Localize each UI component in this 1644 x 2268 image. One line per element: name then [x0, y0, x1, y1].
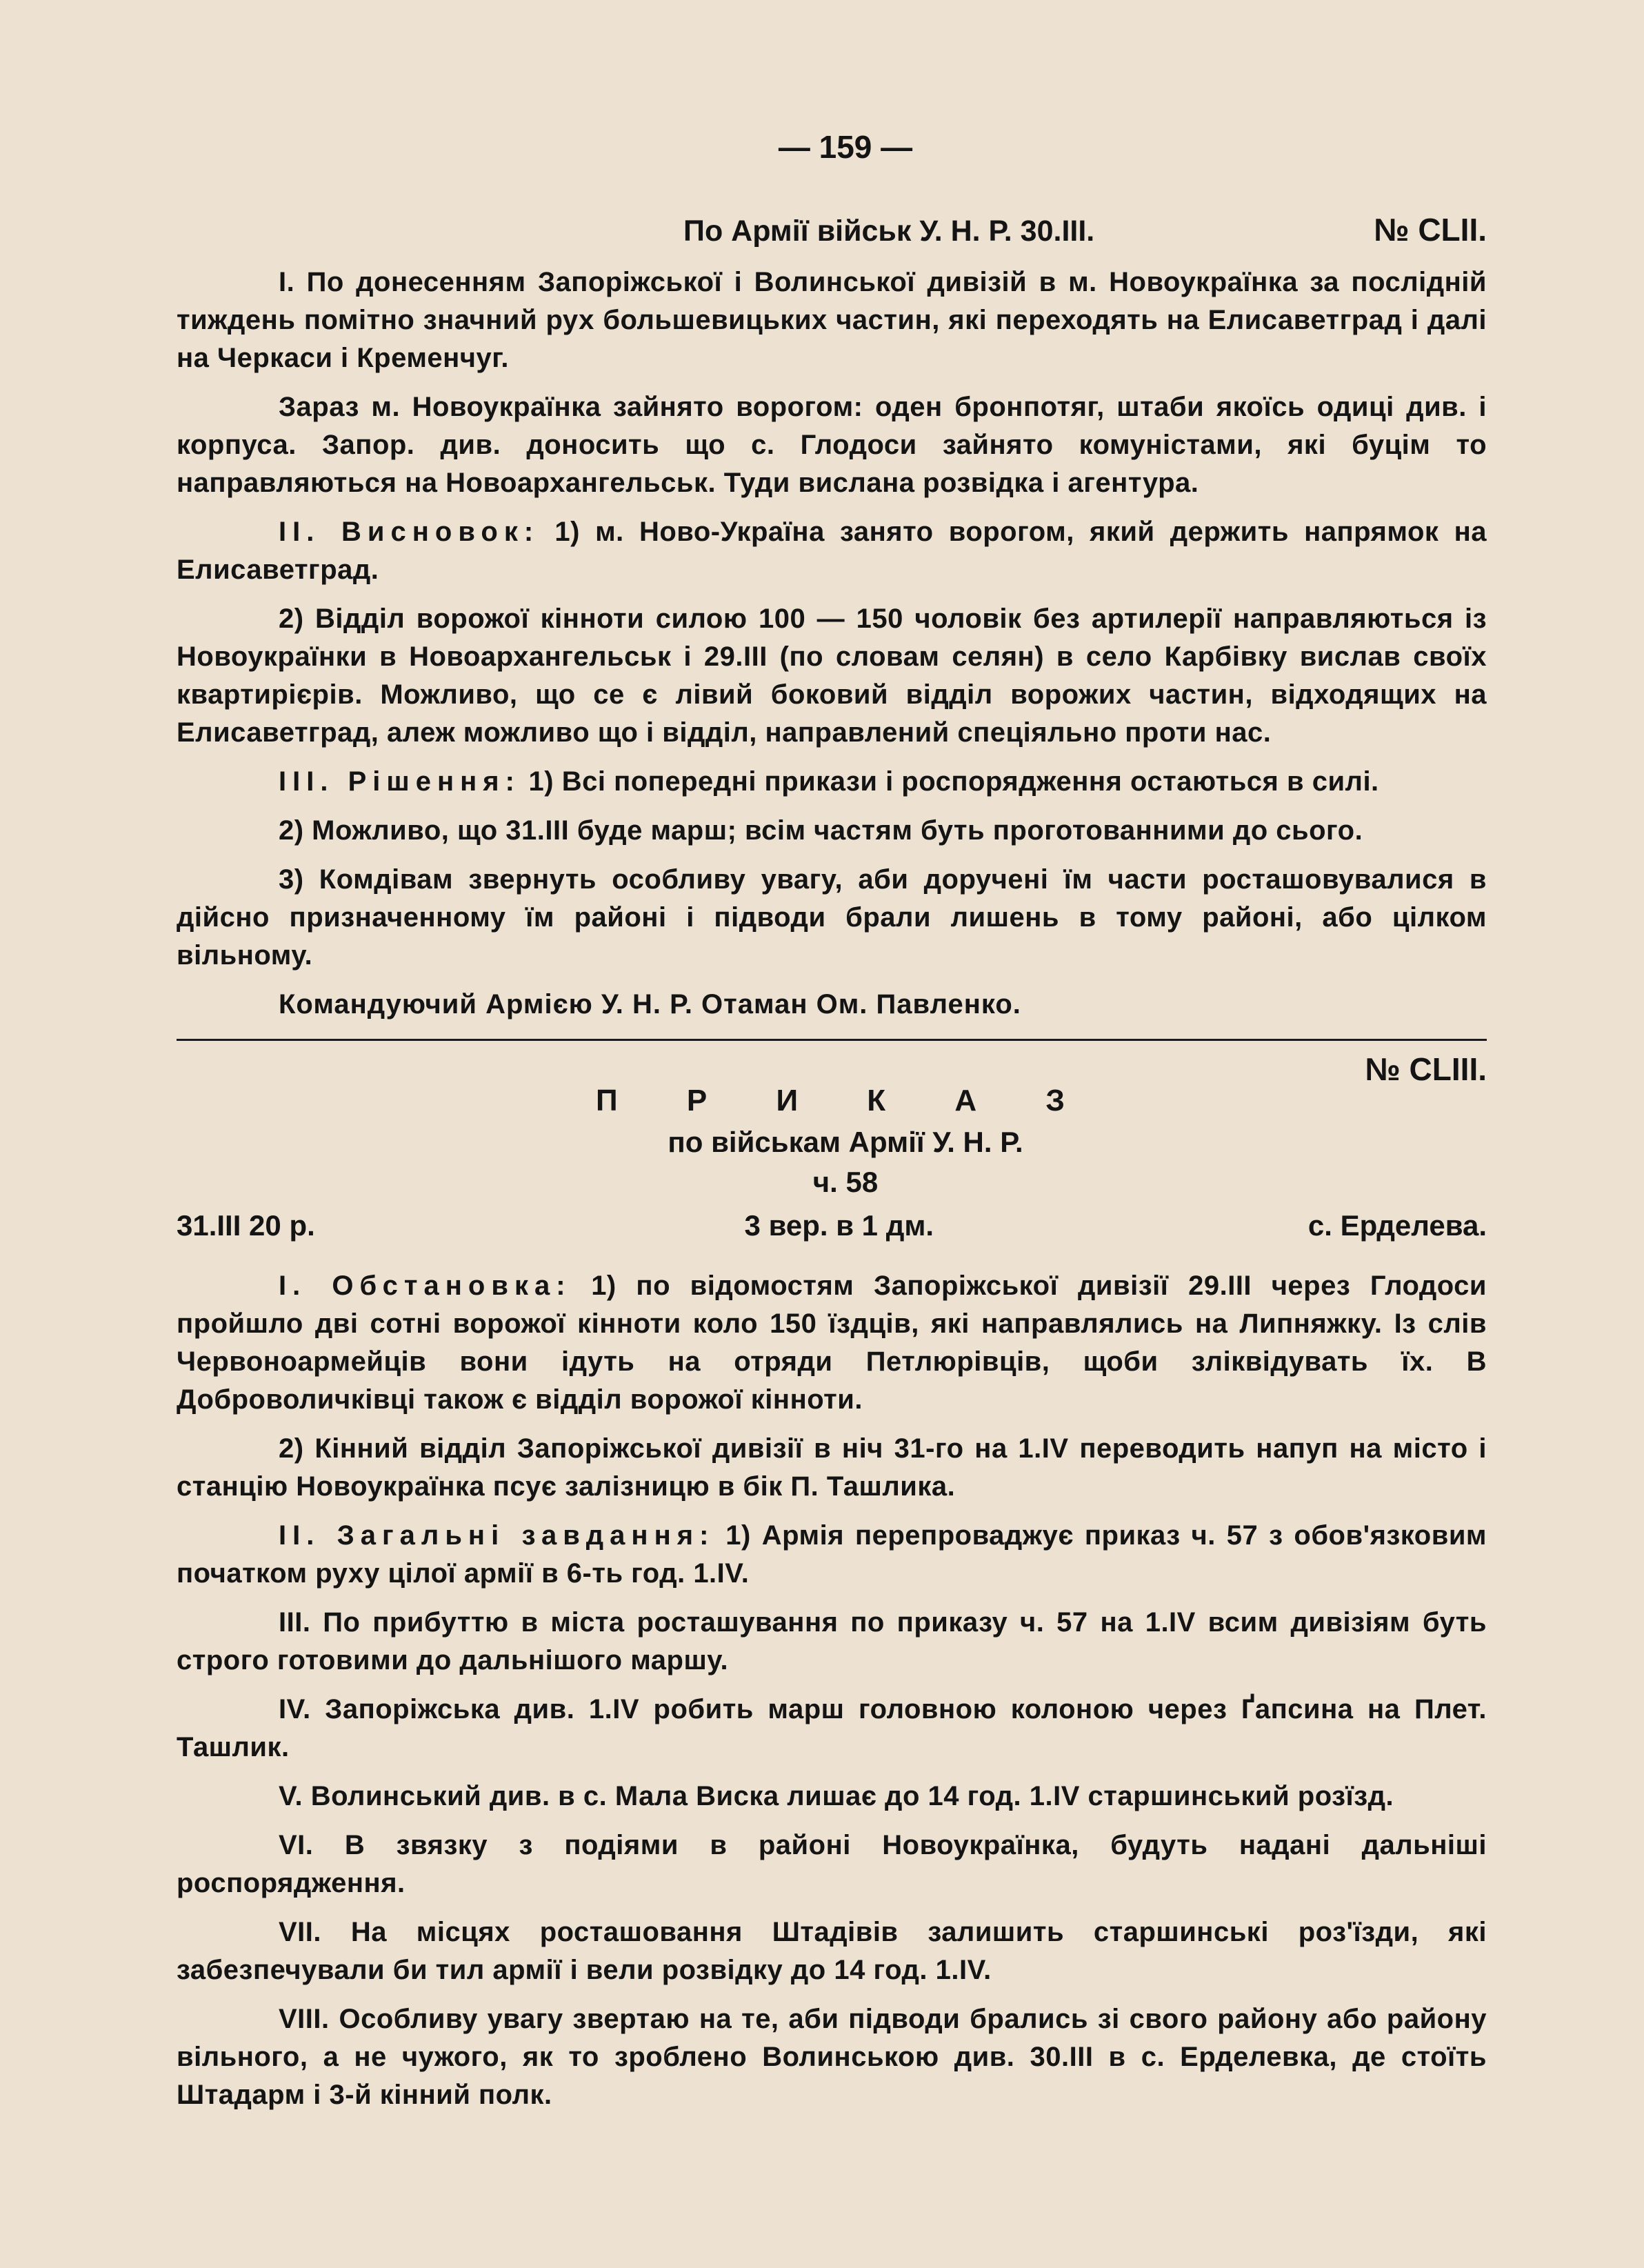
order-number: № CLII.	[1374, 212, 1487, 248]
divider-rule	[177, 1039, 1487, 1041]
order-header-clii	[177, 211, 1487, 248]
paragraph: 2) Кінний відділ Запоріжської дивізії в ніч 31-го на 1.IV переводить напуп на місто і станцію Новоукраїнка псує залізницю в бік П. Ташлика.	[177, 1433, 1487, 1502]
page-number: — 159 —	[778, 129, 913, 165]
order-subtitle: по військам Армії У. Н. Р.	[668, 1126, 1023, 1158]
section-text: 1) Армія перепроваджує приказ ч. 57 з обов'язковим початком руху цілої армії в 6-ть год. 1.IV.	[177, 1520, 1487, 1589]
section-label: III. Рішення:	[279, 766, 521, 797]
section-label: І. Обстановка:	[279, 1271, 572, 1301]
paragraph: Зараз м. Новоукраїнка зайнято ворогом: оден бронпотяг, штаби якоїсь одиці див. і корпуса. Запор. див. доносить що с. Глодоси зайнято комуністами, які буцім то направляються на Новоархангельськ. Туди вислана розвідка і агентура.	[177, 392, 1487, 498]
order-time: 3 вер. в 1 дм.	[744, 1209, 934, 1242]
section-text: 1) Всі попередні прикази і роспорядження остаються в силі.	[520, 766, 1379, 797]
paragraph: 2) Можливо, що 31.III буде марш; всім частям буть проготованними до сього.	[279, 815, 1363, 846]
paragraph: V. Волинський див. в с. Мала Виска лишає до 14 год. 1.IV старшинський розїзд.	[279, 1781, 1394, 1811]
order-title: П Р И К А З	[596, 1084, 1095, 1117]
document-page	[177, 117, 1487, 2125]
paragraph-situation	[177, 1267, 1487, 1419]
section-text: 1) по відомостям Запоріжської дивізії 29.III через Глодоси пройшло дві сотні ворожої кінноти коло 150 їздців, які направлялись на Липняжку. Із слів Червоноармейців вони ідуть на отряди Петлюрівців, щоби зліквідувать їх. В Доброволичківці також є відділ ворожої кінноти.	[177, 1271, 1487, 1415]
order-date: 31.III 20 р.	[177, 1209, 315, 1242]
paragraph: VII. На місцях росташовання Штадівів залишить старшинські роз'їзди, які забезпечували би тил армії і вели розвідку до 14 год. 1.IV.	[177, 1917, 1487, 1985]
signature: Командуючий Армією У. Н. Р. Отаман Ом. Павленко.	[279, 989, 1021, 1019]
paragraph: III. По прибуттю в міста росташування по приказу ч. 57 на 1.IV всим дивізіям буть строго готовими до дальнішого маршу.	[177, 1607, 1487, 1675]
paragraph: IV. Запоріжська див. 1.IV робить марш головною колоною через Ґапсина на Плет. Ташлик.	[177, 1694, 1487, 1762]
order-title: По Армії військ У. Н. Р. 30.III.	[683, 215, 1095, 248]
section-label: II. Загальні завдання:	[279, 1520, 715, 1551]
paragraph: VIII. Особливу увагу звертаю на те, аби підводи брались зі свого району або району вільного, а не чужого, як то зроблено Волинською див. 30.III в с. Ерделевка, де стоїть Штадарм і 3-й кінний полк.	[177, 2004, 1487, 2110]
order-place: с. Ерделева.	[1307, 1209, 1487, 1242]
paragraph: 3) Комдівам звернуть особливу увагу, аби доручені їм части росташовувалися в дійсно призначенному їм районі і підводи брали лишень в тому районі, або цілком вільному.	[177, 864, 1487, 971]
section-text: 1) м. Ново-Україна занято ворогом, який держить напрямок на Елисаветград.	[177, 517, 1487, 585]
order-header-cliii	[177, 1048, 1487, 1202]
paragraph: І. По донесенням Запоріжської і Волинської дивізій в м. Новоукраїнка за послідній тиждень помітно значний рух большевицьких частин, які переходять на Елисаветград і далі на Черкаси і Кременчуг.	[177, 267, 1487, 373]
dateline	[177, 1209, 1487, 1242]
paragraph: 2) Відділ ворожої кінноти силою 100 — 150 чоловік без артилерії направляються із Новоукраїнки в Новоархангельськ і 29.III (по словам селян) в село Карбівку вислав своїх квартирієрів. Можливо, що се є лівий боковий відділ ворожих частин, відходящих на Елисаветград, алеж можливо що і відділ, направлений спеціяльно проти нас.	[177, 604, 1487, 748]
section-label: II. Висновок:	[279, 517, 540, 547]
paragraph-tasks	[177, 1517, 1487, 1593]
paragraph-decision	[177, 763, 1487, 801]
order-number: № CLIII.	[1365, 1051, 1487, 1087]
paragraph: VI. В звязку з подіями в районі Новоукраїнка, будуть надані дальніші роспорядження.	[177, 1830, 1487, 1898]
order-part: ч. 58	[812, 1166, 879, 1198]
paragraph-conclusion	[177, 513, 1487, 589]
